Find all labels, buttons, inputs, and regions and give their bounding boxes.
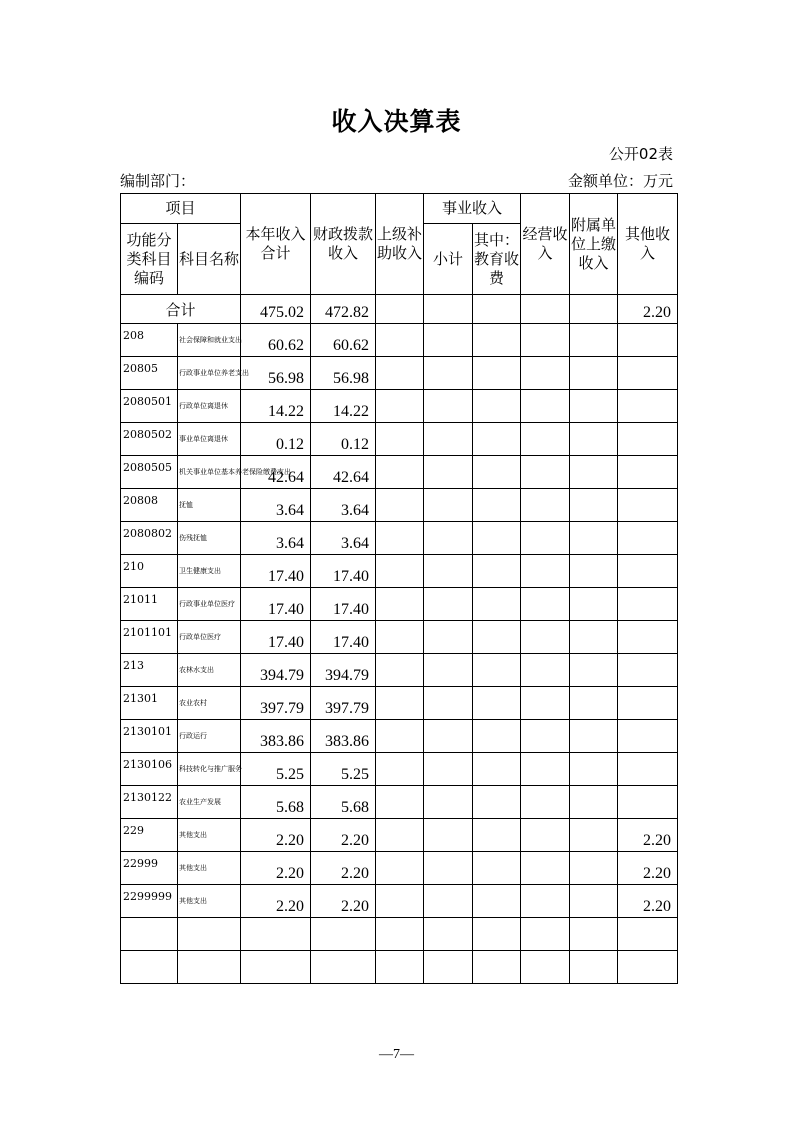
row-education-fee: [473, 786, 521, 819]
row-superior: [376, 390, 424, 423]
page-number: —7—: [379, 1047, 414, 1062]
row-subject-name: 农业生产发展: [178, 786, 241, 819]
row-subject-name: 行政运行: [178, 720, 241, 753]
row-other: [618, 621, 678, 654]
row-subtotal: [424, 753, 473, 786]
row-subtotal: [424, 423, 473, 456]
header-superior: 上级补助收入: [376, 194, 424, 295]
row-operating: [521, 522, 570, 555]
row-operating: [521, 687, 570, 720]
row-superior: [376, 753, 424, 786]
row-education-fee: [473, 357, 521, 390]
row-subject-name: 其他支出: [178, 885, 241, 918]
row-superior: [376, 621, 424, 654]
table-row: [121, 423, 678, 456]
row-education-fee: [473, 588, 521, 621]
row-subtotal: [424, 390, 473, 423]
row-other: [618, 423, 678, 456]
row-fiscal: 2.20: [311, 852, 376, 885]
row-subtotal: [424, 885, 473, 918]
row-code: 22999: [121, 852, 178, 885]
row-total-income: 397.79: [241, 687, 311, 720]
table-row: [121, 390, 678, 423]
row-code: 20808: [121, 489, 178, 522]
row-affiliated: [570, 819, 618, 852]
header-item: 项目: [121, 194, 241, 224]
row-code: [121, 951, 178, 984]
row-other: [618, 588, 678, 621]
row-fiscal: 2.20: [311, 819, 376, 852]
row-total-income: 2.20: [241, 885, 311, 918]
table-row: [121, 654, 678, 687]
row-education-fee: [473, 885, 521, 918]
row-subject-name: 卫生健康支出: [178, 555, 241, 588]
total-income-value: 475.02: [241, 295, 311, 324]
total-row: [121, 295, 678, 324]
row-operating: [521, 720, 570, 753]
row-total-income: [241, 918, 311, 951]
row-superior: [376, 654, 424, 687]
row-fiscal: [311, 918, 376, 951]
row-other: [618, 489, 678, 522]
row-fiscal: 56.98: [311, 357, 376, 390]
row-subject-name: 事业单位离退休: [178, 423, 241, 456]
row-superior: [376, 456, 424, 489]
row-code: 2130122: [121, 786, 178, 819]
row-education-fee: [473, 324, 521, 357]
row-education-fee: [473, 555, 521, 588]
row-other: [618, 786, 678, 819]
total-subtotal-value: [424, 295, 473, 324]
row-subtotal: [424, 786, 473, 819]
row-subtotal: [424, 489, 473, 522]
row-subtotal: [424, 555, 473, 588]
row-total-income: 394.79: [241, 654, 311, 687]
row-code: 210: [121, 555, 178, 588]
row-subject-name: 行政事业单位医疗: [178, 588, 241, 621]
table-row: [121, 951, 678, 984]
row-total-income: [241, 951, 311, 984]
row-code: 2130101: [121, 720, 178, 753]
row-code: 21011: [121, 588, 178, 621]
row-fiscal: 17.40: [311, 588, 376, 621]
row-affiliated: [570, 588, 618, 621]
row-total-income: 383.86: [241, 720, 311, 753]
row-subtotal: [424, 522, 473, 555]
table-row: [121, 786, 678, 819]
row-superior: [376, 588, 424, 621]
total-fiscal-value: 472.82: [311, 295, 376, 324]
row-affiliated: [570, 423, 618, 456]
row-operating: [521, 555, 570, 588]
row-affiliated: [570, 951, 618, 984]
row-code: 21301: [121, 687, 178, 720]
row-code: 2130106: [121, 753, 178, 786]
row-total-income: 14.22: [241, 390, 311, 423]
row-education-fee: [473, 918, 521, 951]
row-affiliated: [570, 357, 618, 390]
row-fiscal: 383.86: [311, 720, 376, 753]
row-affiliated: [570, 522, 618, 555]
table-row: [121, 852, 678, 885]
row-total-income: 56.98: [241, 357, 311, 390]
table-header: [121, 194, 678, 295]
total-label: 合计: [121, 295, 241, 324]
row-subject-name: 科技转化与推广服务: [178, 753, 241, 786]
row-fiscal: 5.68: [311, 786, 376, 819]
row-superior: [376, 357, 424, 390]
row-code: 20805: [121, 357, 178, 390]
row-subtotal: [424, 951, 473, 984]
row-affiliated: [570, 654, 618, 687]
row-other: 2.20: [618, 852, 678, 885]
row-total-income: 3.64: [241, 489, 311, 522]
row-operating: [521, 390, 570, 423]
header-fiscal: 财政拨款收入: [311, 194, 376, 295]
row-affiliated: [570, 852, 618, 885]
table-row: [121, 489, 678, 522]
table-row: [121, 819, 678, 852]
row-education-fee: [473, 621, 521, 654]
row-subject-name: 其他支出: [178, 819, 241, 852]
row-other: [618, 753, 678, 786]
row-fiscal: 2.20: [311, 885, 376, 918]
table-body: [121, 295, 678, 984]
row-other: [618, 522, 678, 555]
row-code: [121, 918, 178, 951]
row-subject-name: 抚恤: [178, 489, 241, 522]
row-affiliated: [570, 555, 618, 588]
row-subject-name: [178, 951, 241, 984]
row-fiscal: 17.40: [311, 555, 376, 588]
row-subject-name: 行政单位医疗: [178, 621, 241, 654]
row-total-income: 17.40: [241, 555, 311, 588]
total-operating-value: [521, 295, 570, 324]
row-education-fee: [473, 456, 521, 489]
row-code: 2101101: [121, 621, 178, 654]
row-other: [618, 687, 678, 720]
table-row: [121, 918, 678, 951]
row-other: 2.20: [618, 819, 678, 852]
row-education-fee: [473, 753, 521, 786]
row-operating: [521, 621, 570, 654]
row-subtotal: [424, 621, 473, 654]
row-code: 2080502: [121, 423, 178, 456]
row-education-fee: [473, 423, 521, 456]
row-other: [618, 951, 678, 984]
table-row: [121, 555, 678, 588]
row-affiliated: [570, 885, 618, 918]
row-affiliated: [570, 687, 618, 720]
row-operating: [521, 918, 570, 951]
header-func-code: 功能分类科目编码: [121, 224, 178, 295]
row-code: 229: [121, 819, 178, 852]
total-affiliated-value: [570, 295, 618, 324]
row-fiscal: 394.79: [311, 654, 376, 687]
row-code: 2080501: [121, 390, 178, 423]
row-operating: [521, 852, 570, 885]
header-education-fee: 其中：教育收费: [473, 224, 521, 295]
total-superior-value: [376, 295, 424, 324]
row-operating: [521, 786, 570, 819]
row-affiliated: [570, 324, 618, 357]
row-code: 2299999: [121, 885, 178, 918]
row-other: [618, 555, 678, 588]
row-code: 208: [121, 324, 178, 357]
total-education-fee-value: [473, 295, 521, 324]
row-subtotal: [424, 588, 473, 621]
row-education-fee: [473, 687, 521, 720]
row-fiscal: 17.40: [311, 621, 376, 654]
row-operating: [521, 654, 570, 687]
row-operating: [521, 357, 570, 390]
row-subject-name: 社会保障和就业支出: [178, 324, 241, 357]
row-subject-name: 行政单位离退休: [178, 390, 241, 423]
row-operating: [521, 753, 570, 786]
header-business: 事业收入: [424, 194, 521, 224]
row-operating: [521, 951, 570, 984]
row-operating: [521, 324, 570, 357]
row-operating: [521, 456, 570, 489]
table-row: [121, 357, 678, 390]
row-other: [618, 720, 678, 753]
row-affiliated: [570, 918, 618, 951]
row-other: [618, 918, 678, 951]
row-affiliated: [570, 456, 618, 489]
row-other: [618, 654, 678, 687]
income-table: [120, 193, 678, 984]
row-fiscal: 397.79: [311, 687, 376, 720]
row-superior: [376, 522, 424, 555]
row-superior: [376, 951, 424, 984]
row-superior: [376, 324, 424, 357]
table-row: [121, 621, 678, 654]
table-row: [121, 753, 678, 786]
row-education-fee: [473, 852, 521, 885]
row-total-income: 42.64: [241, 456, 311, 489]
row-superior: [376, 489, 424, 522]
row-superior: [376, 720, 424, 753]
row-operating: [521, 885, 570, 918]
row-total-income: 2.20: [241, 852, 311, 885]
row-subject-name: 农林水支出: [178, 654, 241, 687]
table-row: [121, 885, 678, 918]
row-subtotal: [424, 654, 473, 687]
row-fiscal: 42.64: [311, 456, 376, 489]
page-title: 收入决算表: [331, 107, 462, 136]
row-subtotal: [424, 687, 473, 720]
row-fiscal: 60.62: [311, 324, 376, 357]
row-code: 213: [121, 654, 178, 687]
table-row: [121, 522, 678, 555]
row-education-fee: [473, 654, 521, 687]
row-subtotal: [424, 819, 473, 852]
row-fiscal: [311, 951, 376, 984]
row-other: [618, 357, 678, 390]
row-other: [618, 390, 678, 423]
row-operating: [521, 819, 570, 852]
row-superior: [376, 885, 424, 918]
table-row: [121, 687, 678, 720]
row-operating: [521, 588, 570, 621]
row-superior: [376, 786, 424, 819]
row-affiliated: [570, 720, 618, 753]
row-total-income: 5.25: [241, 753, 311, 786]
row-subject-name: 农业农村: [178, 687, 241, 720]
row-superior: [376, 918, 424, 951]
row-code: 2080802: [121, 522, 178, 555]
row-superior: [376, 687, 424, 720]
row-superior: [376, 819, 424, 852]
row-fiscal: 14.22: [311, 390, 376, 423]
row-total-income: 2.20: [241, 819, 311, 852]
row-fiscal: 0.12: [311, 423, 376, 456]
row-education-fee: [473, 522, 521, 555]
header-operating: 经营收入: [521, 194, 570, 295]
table-row: [121, 324, 678, 357]
row-education-fee: [473, 489, 521, 522]
row-subtotal: [424, 456, 473, 489]
header-subject-name: 科目名称: [178, 224, 241, 295]
row-education-fee: [473, 819, 521, 852]
row-total-income: 5.68: [241, 786, 311, 819]
header-other: 其他收入: [618, 194, 678, 295]
row-subject-name: 机关事业单位基本养老保险缴费支出: [178, 456, 241, 489]
row-subtotal: [424, 918, 473, 951]
row-other: 2.20: [618, 885, 678, 918]
row-total-income: 17.40: [241, 588, 311, 621]
row-other: [618, 324, 678, 357]
row-affiliated: [570, 489, 618, 522]
row-fiscal: 3.64: [311, 489, 376, 522]
row-superior: [376, 555, 424, 588]
table-row: [121, 720, 678, 753]
header-affiliated: 附属单位上缴收入: [570, 194, 618, 295]
row-total-income: 0.12: [241, 423, 311, 456]
row-fiscal: 5.25: [311, 753, 376, 786]
row-subtotal: [424, 720, 473, 753]
row-subtotal: [424, 324, 473, 357]
row-subject-name: [178, 918, 241, 951]
row-operating: [521, 423, 570, 456]
row-education-fee: [473, 720, 521, 753]
header-total-income: 本年收入合计: [241, 194, 311, 295]
row-subtotal: [424, 357, 473, 390]
row-subtotal: [424, 852, 473, 885]
row-superior: [376, 852, 424, 885]
table-row: [121, 588, 678, 621]
header-subtotal: 小计: [424, 224, 473, 295]
row-subject-name: 其他支出: [178, 852, 241, 885]
row-education-fee: [473, 951, 521, 984]
dept-label: 编制部门：: [120, 172, 196, 190]
row-affiliated: [570, 390, 618, 423]
row-operating: [521, 489, 570, 522]
form-number: 公开02表: [608, 145, 673, 163]
row-total-income: 60.62: [241, 324, 311, 357]
row-code: 2080505: [121, 456, 178, 489]
row-affiliated: [570, 621, 618, 654]
unit-label: 金额单位：万元: [567, 172, 673, 190]
row-subject-name: 伤残抚恤: [178, 522, 241, 555]
table-row: [121, 456, 678, 489]
row-education-fee: [473, 390, 521, 423]
row-subject-name: 行政事业单位养老支出: [178, 357, 241, 390]
row-total-income: 17.40: [241, 621, 311, 654]
row-other: [618, 456, 678, 489]
row-fiscal: 3.64: [311, 522, 376, 555]
total-other-value: 2.20: [618, 295, 678, 324]
row-affiliated: [570, 786, 618, 819]
row-total-income: 3.64: [241, 522, 311, 555]
row-superior: [376, 423, 424, 456]
row-affiliated: [570, 753, 618, 786]
